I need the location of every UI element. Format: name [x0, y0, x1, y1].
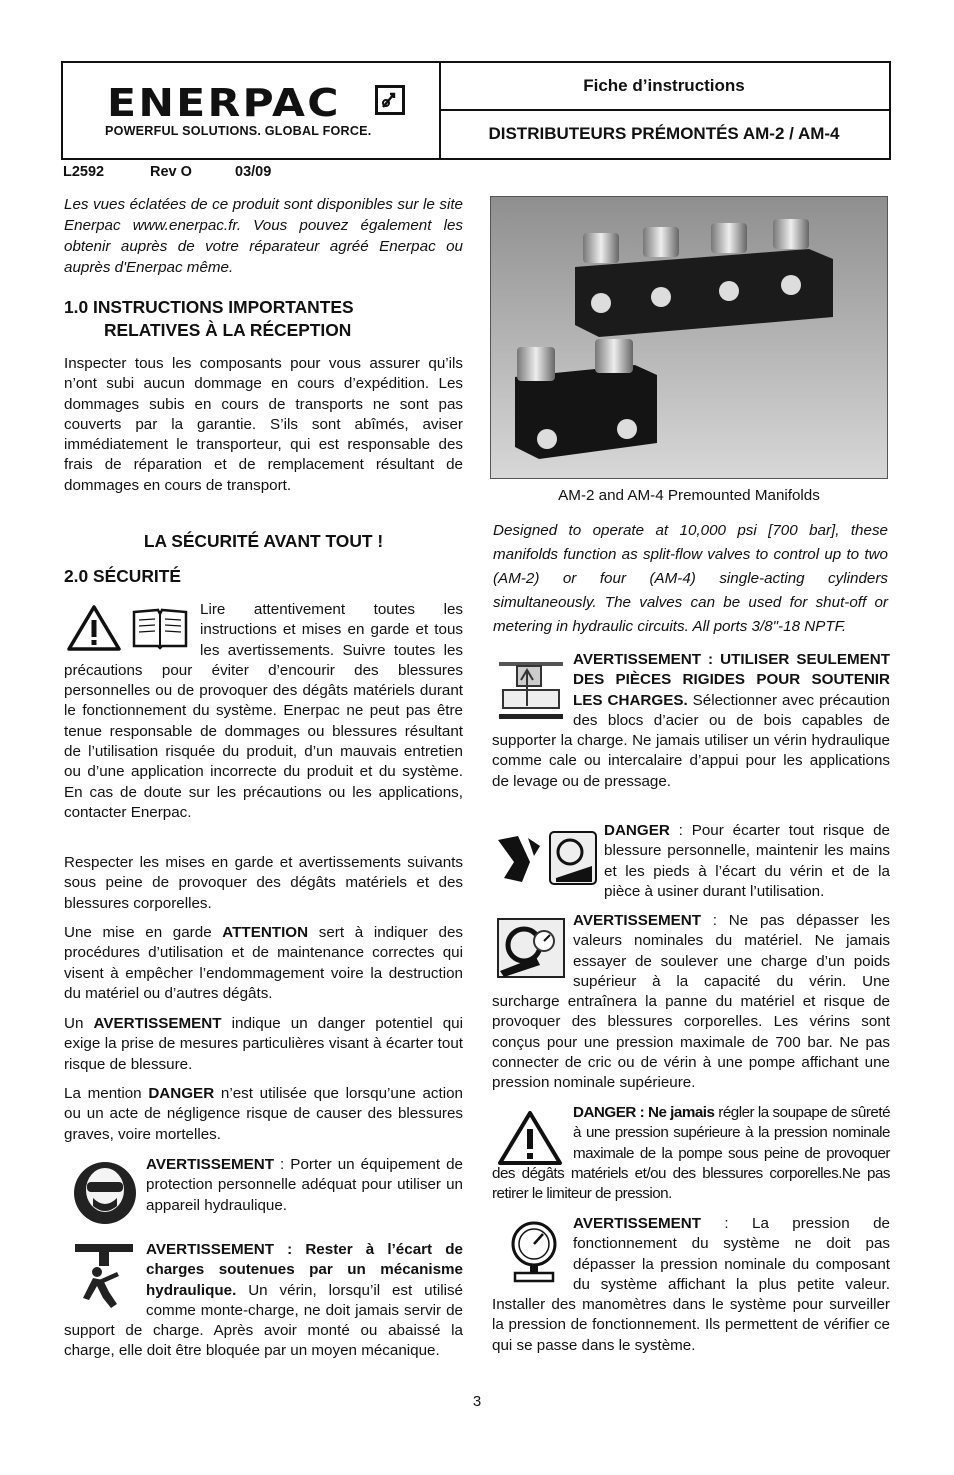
safety-first-heading: LA SÉCURITÉ AVANT TOUT ! [143, 531, 384, 551]
brand-logo: ENERPAC [107, 81, 341, 125]
figure-description: Designed to operate at 10,000 psi [700 bar], these manifolds function as split-flow valves to control up to two (AM-2) or four (AM-4) single-acting cylinders simultaneously. The valves can be used for shut-off or metering in hydraulic circuits. All ports 3/8"-18 NPTF. [493, 522, 888, 635]
warning-overload: AVERTISSEMENT : Ne pas dépasser les valeurs nominales du matériel. Ne jamais essayer de soulever une charge d’un poids supérieur à la capacité du vérin. Une surcharge entraînera la panne du matériel et risque de provoquer des blessures corporelles. Les vérins sont conçus pour une pression maximale de 700 bar. Ne pas connecter de cric ou de vérin à une pompe affichant une pression nominale supérieure. [492, 912, 890, 1092]
warning-rigid-supports: AVERTISSEMENT : UTILISER SEULEMENT DES PIÈCES RIGIDES POUR SOUTENIR LES CHARGES. Sélectionner avec précaution des blocs d’acier ou de bois capables de supporter la charge. Ne jamais utiliser un vérin hydraulique comme cale ou intercalaire d’appui pour les applications de levage ou de pressage. [492, 651, 891, 790]
section1-title-line2: RELATIVES À LA RÉCEPTION [104, 320, 352, 340]
protective-equipment-icon [73, 1160, 137, 1231]
hand-crush-icon [494, 826, 598, 893]
warning-ppe: AVERTISSEMENT : Porter un équipement de protection personnelle adéquat pour utiliser un appareil hydraulique. [146, 1156, 463, 1214]
header-box [61, 61, 891, 160]
section2-p1: Lire attentivement toutes les instructions et mises en garde et tous les avertissements. Suivre toutes les précautions pour éviter d’encourir des blessures personnelles ou de provoquer des dégâts matériels durant le fonctionnement du système. Enerpac ne peut pas être tenue responsable de dommages ou blessures résultant de l’utilisation risquée du produit, d’un mauvais entretien ou d’une application incorrecte du produit et du système. En cas de doute sur les précautions ou les applications, contacter Enerpac. [64, 601, 463, 821]
section2-p4: Un AVERTISSEMENT indique un danger potentiel qui exige la prise de mesures particulières visant à écarter tout risque de blessure. [64, 1015, 463, 1073]
page-number: 3 [472, 1393, 482, 1410]
section2-p5: La mention DANGER n’est utilisée que lorsqu’une action ou un acte de négligence risque de causer des blessures graves, voire mortelles. [64, 1085, 463, 1143]
section1-title-line1: 1.0 INSTRUCTIONS IMPORTANTES [64, 297, 354, 317]
tagline: POWERFUL SOLUTIONS. GLOBAL FORCE. [105, 124, 372, 138]
warning-operating-pressure: AVERTISSEMENT : La pression de fonctionnement du système ne doit pas dépasser la pression nominale du composant du système affichant la plus petite valeur. Installer des manomètres dans le système pour surveiller la pression de fonctionnement. Ils permettent de vérifier ce qui se passe dans le système. [492, 1215, 890, 1354]
doc-date: 03/09 [235, 164, 272, 180]
intro-text: Les vues éclatées de ce produit sont disponibles sur le site Enerpac www.enerpac.fr. Vous pouvez également les obtenir auprès de votre réparateur agréé Enerpac ou auprès d'Enerpac même. [64, 196, 463, 276]
danger-relief-valve: DANGER : Ne jamais régler la soupape de sûreté à une pression supérieure à la pression nominale maximale de la pompe sous peine de provoquer des dégâts matériels et/ou des blessures corporelles.Ne pas retirer le limiteur de pression. [492, 1104, 891, 1203]
section2-heading: 2.0 SÉCURITÉ [64, 566, 181, 586]
section2-p2: Respecter les mises en garde et avertissements suivants sous peine de provoquer des dégâts matériels et des blessures corporelles. [64, 854, 463, 912]
doc-number: L2592 [63, 164, 105, 180]
figure-caption: AM-2 and AM-4 Premounted Manifolds [558, 487, 820, 504]
section1-heading [64, 296, 464, 342]
danger-hands-feet: DANGER : Pour écarter tout risque de blessure personnelle, maintenir les mains et les pieds à l’écart du vérin et de la pièce à usiner durant l’utilisation. [604, 822, 890, 900]
sheet-type: Fiche d’instructions [439, 63, 889, 111]
product-title: DISTRIBUTEURS PRÉMONTÉS AM-2 / AM-4 [488, 123, 840, 143]
logo-mark-icon [375, 85, 405, 115]
section2-p3: Une mise en garde ATTENTION sert à indiquer des procédures d’utilisation et de maintenance correctes qui visent à empêcher l’endommagement voire la destruction du matériel ou d’autres dégâts. [64, 924, 463, 1002]
warning-suspended-load: AVERTISSEMENT : Rester à l’écart de charges soutenues par un mécanisme hydraulique. Un vérin, lorsqu’il est utilisé comme monte-charge, ne doit jamais servir de support de charge. Après avoir monté ou abaissé la charge, elle doit être bloquée par un moyen mécanique. [64, 1241, 463, 1360]
product-photo [490, 196, 888, 479]
section1-body: Inspecter tous les composants pour vous assurer qu’ils n’ont subi aucun dommage en cours d’expédition. Les dommages subis en cours de transports ne sont pas couverts par la garantie. S’ils sont abîmés, aviser immédiatement le transporteur, qui est responsable des frais de réparation et de remplacement résultant de dommages en cours de transport. [64, 355, 463, 494]
doc-rev: Rev O [150, 164, 192, 180]
logo-cell [63, 63, 441, 158]
